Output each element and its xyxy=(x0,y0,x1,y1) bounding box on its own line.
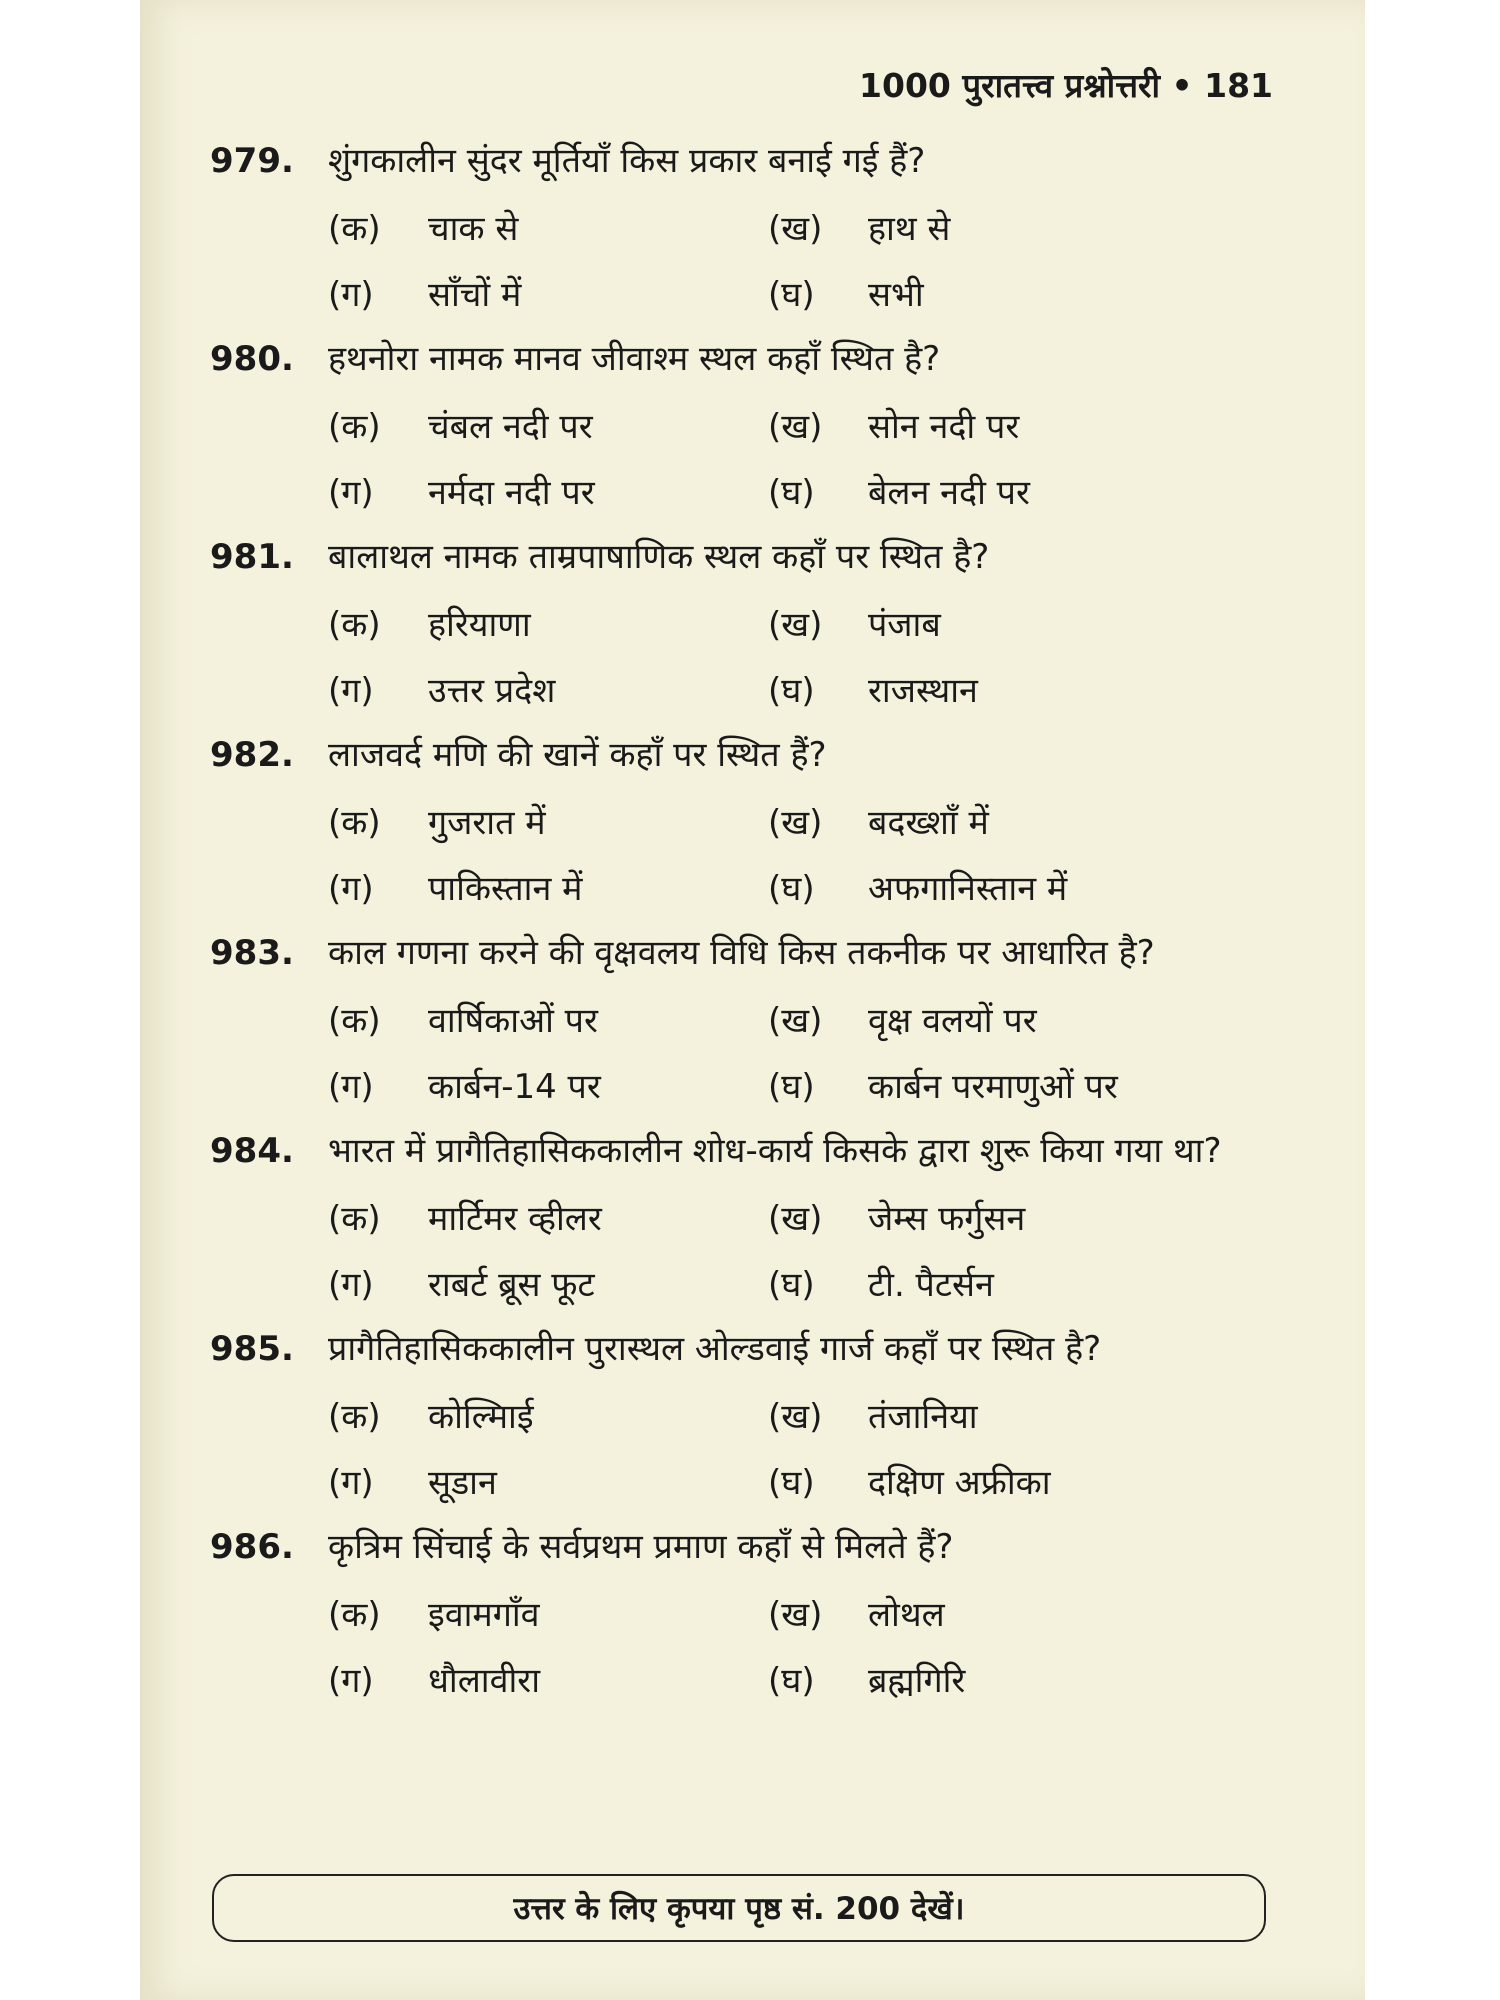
question-number: 984. xyxy=(210,1131,294,1171)
question-text: बालाथल नामक ताम्रपाषाणिक स्थल कहाँ पर स्थित है? xyxy=(328,537,990,577)
option-text: साँचों में xyxy=(428,275,522,315)
question-list xyxy=(210,128,1330,1712)
option-label: (ग) xyxy=(328,473,374,513)
question-line xyxy=(210,326,1330,392)
option-text: सूडान xyxy=(428,1463,497,1503)
question-number: 981. xyxy=(210,537,294,577)
option xyxy=(328,1194,768,1240)
option-label: (ग) xyxy=(328,869,374,909)
option xyxy=(768,1260,1188,1306)
question-block xyxy=(210,920,1330,1118)
option xyxy=(768,600,1188,646)
option-text: मार्टिमर व्हीलर xyxy=(428,1199,602,1239)
option xyxy=(768,1392,1188,1438)
option xyxy=(328,1062,768,1108)
option-text: हरियाणा xyxy=(428,605,531,645)
option-label: (ख) xyxy=(768,605,823,645)
question-text: काल गणना करने की वृक्षवलय विधि किस तकनीक पर आधारित है? xyxy=(328,933,1155,973)
option-label: (ख) xyxy=(768,407,823,447)
option xyxy=(768,270,1188,316)
book-page xyxy=(140,0,1365,2000)
option xyxy=(328,402,768,448)
option-label: (घ) xyxy=(768,1661,815,1701)
question-block xyxy=(210,1118,1330,1316)
option-label: (ख) xyxy=(768,209,823,249)
option-label: (ग) xyxy=(328,1661,374,1701)
option-row xyxy=(210,392,1330,458)
option-text: उत्तर प्रदेश xyxy=(428,671,556,711)
option-label: (घ) xyxy=(768,1463,815,1503)
option-label: (क) xyxy=(328,1397,381,1437)
option-text: बेलन नदी पर xyxy=(868,473,1030,513)
question-block xyxy=(210,1514,1330,1712)
option-text: धौलावीरा xyxy=(428,1661,540,1701)
option-text: लोथल xyxy=(868,1595,945,1635)
question-text: भारत में प्रागैतिहासिककालीन शोध-कार्य किसके द्वारा शुरू किया गया था? xyxy=(328,1131,1222,1171)
option-label: (ग) xyxy=(328,671,374,711)
option-row xyxy=(210,986,1330,1052)
option-text: नर्मदा नदी पर xyxy=(428,473,595,513)
option xyxy=(328,996,768,1042)
option-text: हाथ से xyxy=(868,209,951,249)
question-text: हथनोरा नामक मानव जीवाश्म स्थल कहाँ स्थित है? xyxy=(328,339,941,379)
option-text: पाकिस्तान में xyxy=(428,869,583,909)
option-text: कार्बन-14 पर xyxy=(428,1067,601,1107)
option-text: पंजाब xyxy=(868,605,941,645)
question-block xyxy=(210,326,1330,524)
option-row xyxy=(210,260,1330,326)
option-label: (क) xyxy=(328,209,381,249)
question-text: प्रागैतिहासिककालीन पुरास्थल ओल्डवाई गार्ज कहाँ पर स्थित है? xyxy=(328,1329,1102,1369)
option xyxy=(768,1062,1188,1108)
option xyxy=(328,666,768,712)
option-text: टी. पैटर्सन xyxy=(868,1265,994,1305)
option xyxy=(328,1260,768,1306)
option-label: (ग) xyxy=(328,1265,374,1305)
question-number: 985. xyxy=(210,1329,294,1369)
option-label: (घ) xyxy=(768,275,815,315)
option-row xyxy=(210,1646,1330,1712)
option xyxy=(328,1392,768,1438)
option xyxy=(328,798,768,844)
option-label: (घ) xyxy=(768,1265,815,1305)
option-text: राजस्थान xyxy=(868,671,978,711)
option-label: (ख) xyxy=(768,1199,823,1239)
option xyxy=(768,204,1188,250)
option-label: (क) xyxy=(328,803,381,843)
option xyxy=(328,270,768,316)
option xyxy=(768,1656,1188,1702)
question-text: कृत्रिम सिंचाई के सर्वप्रथम प्रमाण कहाँ से मिलते हैं? xyxy=(328,1527,954,1567)
page-header: 1000 पुरातत्त्व प्रश्नोत्तरी • 181 xyxy=(859,66,1273,105)
option-label: (क) xyxy=(328,1001,381,1041)
question-line xyxy=(210,524,1330,590)
question-block xyxy=(210,722,1330,920)
question-number: 980. xyxy=(210,339,294,379)
option xyxy=(768,864,1188,910)
question-line xyxy=(210,1316,1330,1382)
option-row xyxy=(210,1382,1330,1448)
option xyxy=(768,798,1188,844)
option-text: इवामगाँव xyxy=(428,1595,540,1635)
option-text: तंजानिया xyxy=(868,1397,978,1437)
question-line xyxy=(210,128,1330,194)
option-row xyxy=(210,1250,1330,1316)
option-label: (क) xyxy=(328,1595,381,1635)
option-text: चाक से xyxy=(428,209,519,249)
option-label: (ग) xyxy=(328,275,374,315)
option xyxy=(768,1458,1188,1504)
option-text: चंबल नदी पर xyxy=(428,407,593,447)
option-row xyxy=(210,1184,1330,1250)
option-row xyxy=(210,1052,1330,1118)
option-label: (क) xyxy=(328,1199,381,1239)
option-label: (ख) xyxy=(768,1001,823,1041)
option-row xyxy=(210,1448,1330,1514)
option xyxy=(328,204,768,250)
option-label: (ख) xyxy=(768,803,823,843)
option-row xyxy=(210,854,1330,920)
question-line xyxy=(210,1118,1330,1184)
question-text: शुंगकालीन सुंदर मूर्तियाँ किस प्रकार बनाई गई हैं? xyxy=(328,141,926,181)
option-text: वार्षिकाओं पर xyxy=(428,1001,598,1041)
option-text: अफगानिस्तान में xyxy=(868,869,1068,909)
option-text: जेम्स फर्गुसन xyxy=(868,1199,1026,1239)
question-number: 979. xyxy=(210,141,294,181)
option-text: सभी xyxy=(868,275,924,315)
option-label: (घ) xyxy=(768,671,815,711)
option-label: (घ) xyxy=(768,473,815,513)
option-label: (ग) xyxy=(328,1463,374,1503)
question-number: 982. xyxy=(210,735,294,775)
option-text: गुजरात में xyxy=(428,803,546,843)
option-text: बदख्शाँ में xyxy=(868,803,989,843)
option-label: (ग) xyxy=(328,1067,374,1107)
option xyxy=(768,1590,1188,1636)
option-row xyxy=(210,788,1330,854)
option-text: सोन नदी पर xyxy=(868,407,1020,447)
option-label: (क) xyxy=(328,605,381,645)
question-number: 986. xyxy=(210,1527,294,1567)
answer-reference-box xyxy=(212,1874,1266,1942)
option xyxy=(768,666,1188,712)
question-number: 983. xyxy=(210,933,294,973)
option-text: कार्बन परमाणुओं पर xyxy=(868,1067,1118,1107)
option-row xyxy=(210,194,1330,260)
option-text: दक्षिण अफ्रीका xyxy=(868,1463,1051,1503)
option-row xyxy=(210,590,1330,656)
option-row xyxy=(210,1580,1330,1646)
option xyxy=(768,1194,1188,1240)
option-label: (ख) xyxy=(768,1397,823,1437)
option xyxy=(328,1458,768,1504)
question-block xyxy=(210,128,1330,326)
option xyxy=(768,996,1188,1042)
option-text: ब्रह्मगिरि xyxy=(868,1661,966,1701)
option-label: (घ) xyxy=(768,869,815,909)
option xyxy=(768,468,1188,514)
option xyxy=(328,1590,768,1636)
option xyxy=(328,1656,768,1702)
option-label: (ख) xyxy=(768,1595,823,1635)
question-line xyxy=(210,722,1330,788)
option-text: राबर्ट ब्रूस फूट xyxy=(428,1265,595,1305)
question-block xyxy=(210,1316,1330,1514)
option xyxy=(328,600,768,646)
question-line xyxy=(210,920,1330,986)
option xyxy=(328,864,768,910)
option-text: वृक्ष वलयों पर xyxy=(868,1001,1037,1041)
option xyxy=(768,402,1188,448)
question-block xyxy=(210,524,1330,722)
option xyxy=(328,468,768,514)
option-text: कोल्मिाई xyxy=(428,1397,534,1437)
answer-reference-text: उत्तर के लिए कृपया पृष्ठ सं. 200 देखें। xyxy=(513,1891,965,1927)
option-row xyxy=(210,656,1330,722)
question-text: लाजवर्द मणि की खानें कहाँ पर स्थित हैं? xyxy=(328,735,827,775)
option-label: (घ) xyxy=(768,1067,815,1107)
option-row xyxy=(210,458,1330,524)
question-line xyxy=(210,1514,1330,1580)
option-label: (क) xyxy=(328,407,381,447)
